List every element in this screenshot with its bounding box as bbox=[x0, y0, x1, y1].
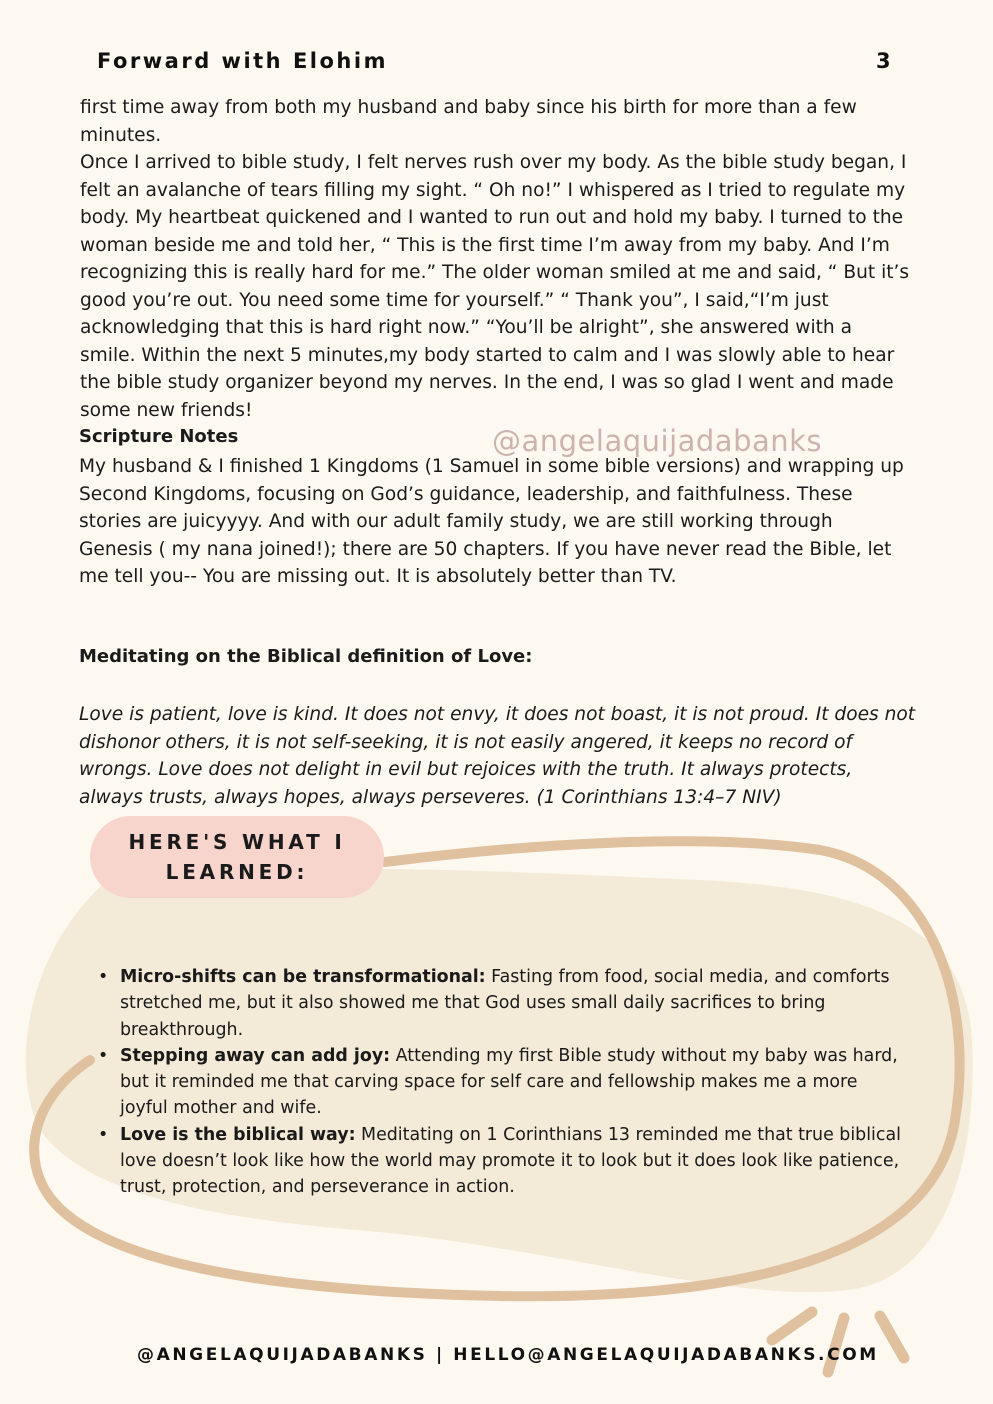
learned-heading-pill bbox=[90, 816, 384, 898]
scripture-notes-heading: Scripture Notes bbox=[79, 426, 239, 447]
story-paragraph-1: first time away from both my husband and baby since his birth for more than a few minutes. bbox=[80, 97, 857, 146]
learned-item-title: Stepping away can add joy: bbox=[120, 1045, 391, 1066]
watermark: @angelaquijadabanks bbox=[492, 424, 823, 458]
love-definition-heading: Meditating on the Biblical definition of Love: bbox=[79, 646, 533, 667]
scripture-notes-text: My husband & I finished 1 Kingdoms (1 Samuel in some bible versions) and wrapping up Second Kingdoms, focusing on God’s guidance, leadership, and faithfulness. These stories are juicyyyy. And with our adult family study, we are still working through Genesis ( my nana joined!); there are 50 chapters. If you have never read the Bible, let me tell you-- You are missing out. It is absolutely better than TV. bbox=[79, 456, 904, 587]
learned-item-title: Micro-shifts can be transformational: bbox=[120, 967, 486, 987]
learned-item bbox=[98, 964, 910, 1043]
learned-item bbox=[98, 1043, 910, 1122]
learned-list bbox=[98, 964, 910, 1201]
learned-item-title: Love is the biblical way: bbox=[120, 1124, 356, 1145]
learned-item-text: Meditating on 1 Corinthians 13 reminded me that true biblical love doesn’t look like how the world may promote it to look but it does look like patience, trust, protection, and perseverance in action. bbox=[120, 1124, 901, 1198]
love-scripture-quote: Love is patient, love is kind. It does not envy, it does not boast, it is not proud. It does not dishonor others, it is not self-seeking, it is not easily angered, it keeps no record of wrongs. Love does not delight in evil but rejoices with the truth. It always protects, always trusts, always hopes, always perseveres. (1 Corinthians 13:4–7 NIV) bbox=[79, 704, 916, 808]
bullet-icon: • bbox=[98, 1124, 109, 1145]
learned-item-text: Attending my first Bible study without my baby was hard, but it reminded me that carving space for self care and fellowship makes me a more joyful mother and wife. bbox=[120, 1045, 898, 1119]
story-paragraph-2: Once I arrived to bible study, I felt nerves rush over my body. As the bible study began, I felt an avalanche of tears filling my sight. “ Oh no!” I whispered as I tried to regulate my body. My heartbeat quickened and I wanted to run out and hold my baby. I turned to the woman beside me and told her, “ This is the first time I’m away from my baby. And I’m recognizing this is really hard for me.” The older woman smiled at me and said, “ But it’s good you’re out. You need some time for yourself.” “ Thank you”, I said,“I’m just acknowledging that this is hard right now.” “You’ll be alright”, she answered with a smile. Within the next 5 minutes,my body started to calm and I was slowly able to hear the bible study organizer beyond my nerves. In the end, I was so glad I went and made some new friends! bbox=[80, 152, 910, 421]
learned-item-text: Fasting from food, social media, and comforts stretched me, but it also showed me that God uses small daily sacrifices to bring breakthrough. bbox=[120, 967, 890, 1040]
learned-item bbox=[98, 1122, 910, 1201]
bullet-icon: • bbox=[98, 1045, 109, 1066]
bullet-icon: • bbox=[98, 967, 109, 987]
accent-stroke bbox=[772, 1312, 812, 1340]
accent-stroke bbox=[880, 1316, 904, 1358]
page-number: 3 bbox=[876, 49, 891, 73]
footer-contact: @ANGELAQUIJADABANKS | HELLO@ANGELAQUIJADABANKS.COM bbox=[137, 1345, 879, 1365]
document-title: Forward with Elohim bbox=[97, 49, 388, 73]
learned-heading: HERE'S WHAT I LEARNED: bbox=[128, 830, 346, 884]
